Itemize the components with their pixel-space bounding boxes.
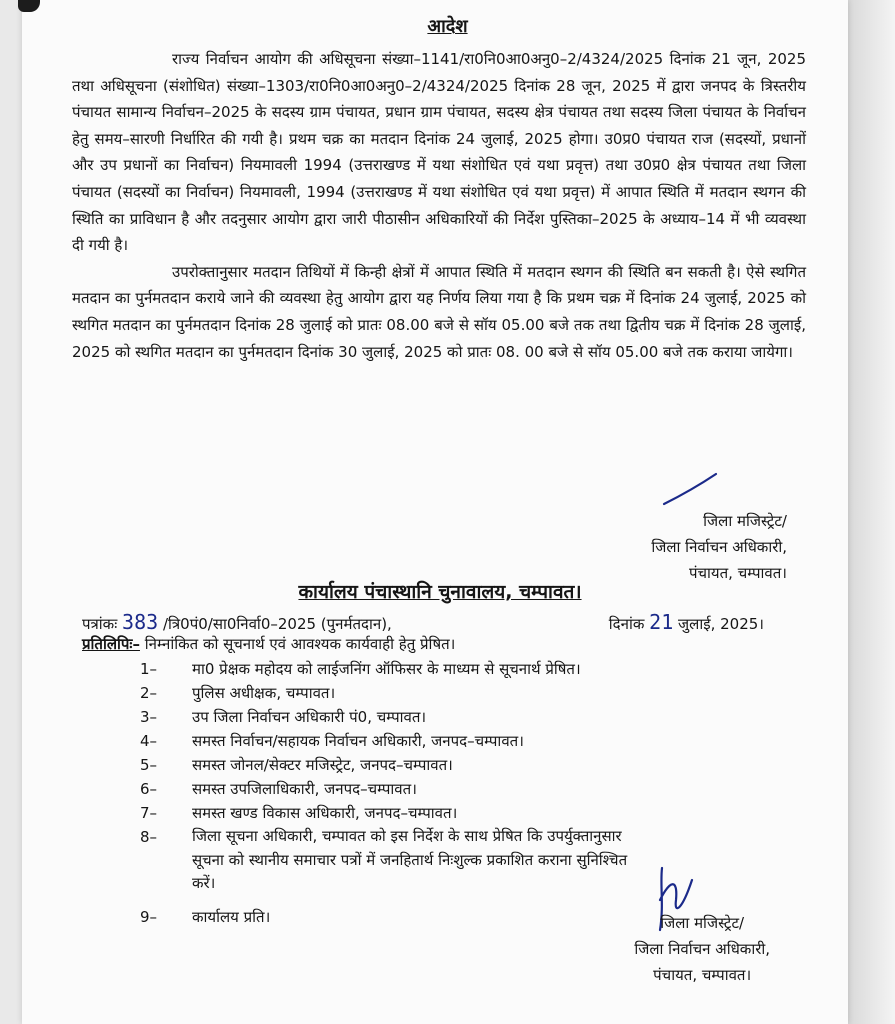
paragraph-2: उपरोक्तानुसार मतदान तिथियों में किन्ही क्षेत्रों में आपात स्थिति में मतदान स्थगन की स्थिति बन सकती है। ऐसे स्थगित मतदान का पुर्नमतदान कराये जाने की व्यवस्था हेतु आयोग द्वारा यह निर्णय लिया गया है कि प्रथम चक्र में दिनांक 24 जुलाई, 2025 को स्थगित मतदान का पुर्नमतदान दिनांक 28 जुलाई को प्रातः 08.00 बजे से सॉय 05.00 बजे तक तथा द्वितीय चक्र में दिनांक 28 जुलाई, 2025 को स्थगित मतदान का पुर्नमतदान दिनांक 30 जुलाई, 2025 को प्रातः 08. 00 बजे से सॉय 05.00 बजे तक कराया जायेगा। bbox=[72, 262, 806, 361]
letter-prefix: पत्रांकः bbox=[82, 615, 118, 633]
handwritten-signature-1 bbox=[660, 470, 720, 510]
paragraph-1: राज्य निर्वाचन आयोग की अधिसूचना संख्या–1141/रा0नि0आ0अनु0–2/4324/2025 दिनांक 21 जून, 2025 तथा अधिसूचना (संशोधित) संख्या–1303/रा0नि0आ0अनु0–2/4324/2025 दिनांक 28 जून, 2025 में द्वारा जनपद के त्रिस्तरीय पंचायत सामान्य निर्वाचन–2025 के सदस्य ग्राम पंचायत, प्रधान ग्राम पंचायत, सदस्य क्षेत्र पंचायत तथा सदस्य जिला पंचायत के निर्वाचन हेतु समय–सारणी निर्धारित की गयी है। प्रथम चक्र का मतदान दिनांक 24 जुलाई, 2025 होगा। उ0प्र0 पंचायत राज (सदस्यों, प्रधानों और उप प्रधानों का निर्वाचन) नियमावली 1994 (उत्तराखण्ड में यथा संशोधित एवं यथा प्रवृत्त) तथा उ0प्र0 क्षेत्र पंचायत तथा जिला पंचायत (सदस्यों का निर्वाचन) नियमावली, 1994 (उत्तराखण्ड में यथा संशोधित एवं यथा प्रवृत्त) में आपात स्थिति में मतदान स्थगन की स्थिति का प्राविधान है और तदनुसार आयोग द्वारा जारी पीठासीन अधिकारियों की निर्देश पुस्तिका–2025 के अध्याय–14 में भी व्यवस्था दी गयी है। bbox=[72, 50, 806, 255]
list-item: 9– कार्यालय प्रति। bbox=[140, 908, 271, 926]
signature-office: जिला निर्वाचन अधिकारी, bbox=[651, 538, 787, 556]
letter-date: दिनांक 21 जुलाई, 2025। bbox=[608, 610, 764, 634]
letter-day: 21 bbox=[649, 610, 674, 634]
list-item: 1– मा0 प्रेक्षक महोदय को लाईजनिंग ऑफिसर के माध्यम से सूचनार्थ प्रेषित। bbox=[140, 660, 581, 678]
office-heading: कार्यालय पंचास्थानि चुनावालय, चम्पावत। bbox=[298, 581, 582, 603]
copy-to-line bbox=[82, 634, 455, 654]
letter-number: 383 bbox=[122, 610, 159, 634]
signature-block-2 bbox=[634, 910, 770, 988]
signature-block-1 bbox=[651, 508, 787, 586]
list-item: 3– उप जिला निर्वाचन अधिकारी पं0, चम्पावत। bbox=[140, 708, 427, 726]
list-item: 8– जिला सूचना अधिकारी, चम्पावत को इस निर्देश के साथ प्रेषित कि उपर्युक्तानुसार सूचना को स्थानीय समाचार पत्रों में जनहितार्थ निःशुल्क प्रकाशित कराना सुनिश्चित करें। bbox=[140, 827, 628, 892]
copy-label: प्रतिलिपिः– bbox=[82, 635, 140, 653]
list-item: 7– समस्त खण्ड विकास अधिकारी, जनपद–चम्पावत। bbox=[140, 804, 458, 822]
order-heading: आदेश bbox=[427, 16, 468, 37]
letter-ref: /त्रि0पं0/सा0निर्वा0–2025 (पुनर्मतदान), bbox=[162, 615, 392, 633]
list-item: 5– समस्त जोनल/सेक्टर मजिस्ट्रेट, जनपद–चम्पावत। bbox=[140, 756, 453, 774]
copy-text: निम्नांकित को सूचनार्थ एवं आवश्यक कार्यवाही हेतु प्रेषित। bbox=[144, 635, 456, 653]
list-item: 2– पुलिस अधीक्षक, चम्पावत। bbox=[140, 684, 336, 702]
signature-title: जिला मजिस्ट्रेट/ bbox=[660, 914, 745, 932]
signature-title: जिला मजिस्ट्रेट/ bbox=[703, 512, 787, 530]
signature-place: पंचायत, चम्पावत। bbox=[688, 564, 787, 582]
signature-office: जिला निर्वाचन अधिकारी, bbox=[634, 940, 770, 958]
list-item: 6– समस्त उपजिलाधिकारी, जनपद–चम्पावत। bbox=[140, 780, 417, 798]
signature-place: पंचायत, चम्पावत। bbox=[653, 966, 752, 984]
order-body bbox=[72, 46, 806, 365]
letter-reference bbox=[82, 610, 764, 634]
list-item: 4– समस्त निर्वाचन/सहायक निर्वाचन अधिकारी, जनपद–चम्पावत। bbox=[140, 732, 524, 750]
page-edge bbox=[848, 0, 895, 1024]
